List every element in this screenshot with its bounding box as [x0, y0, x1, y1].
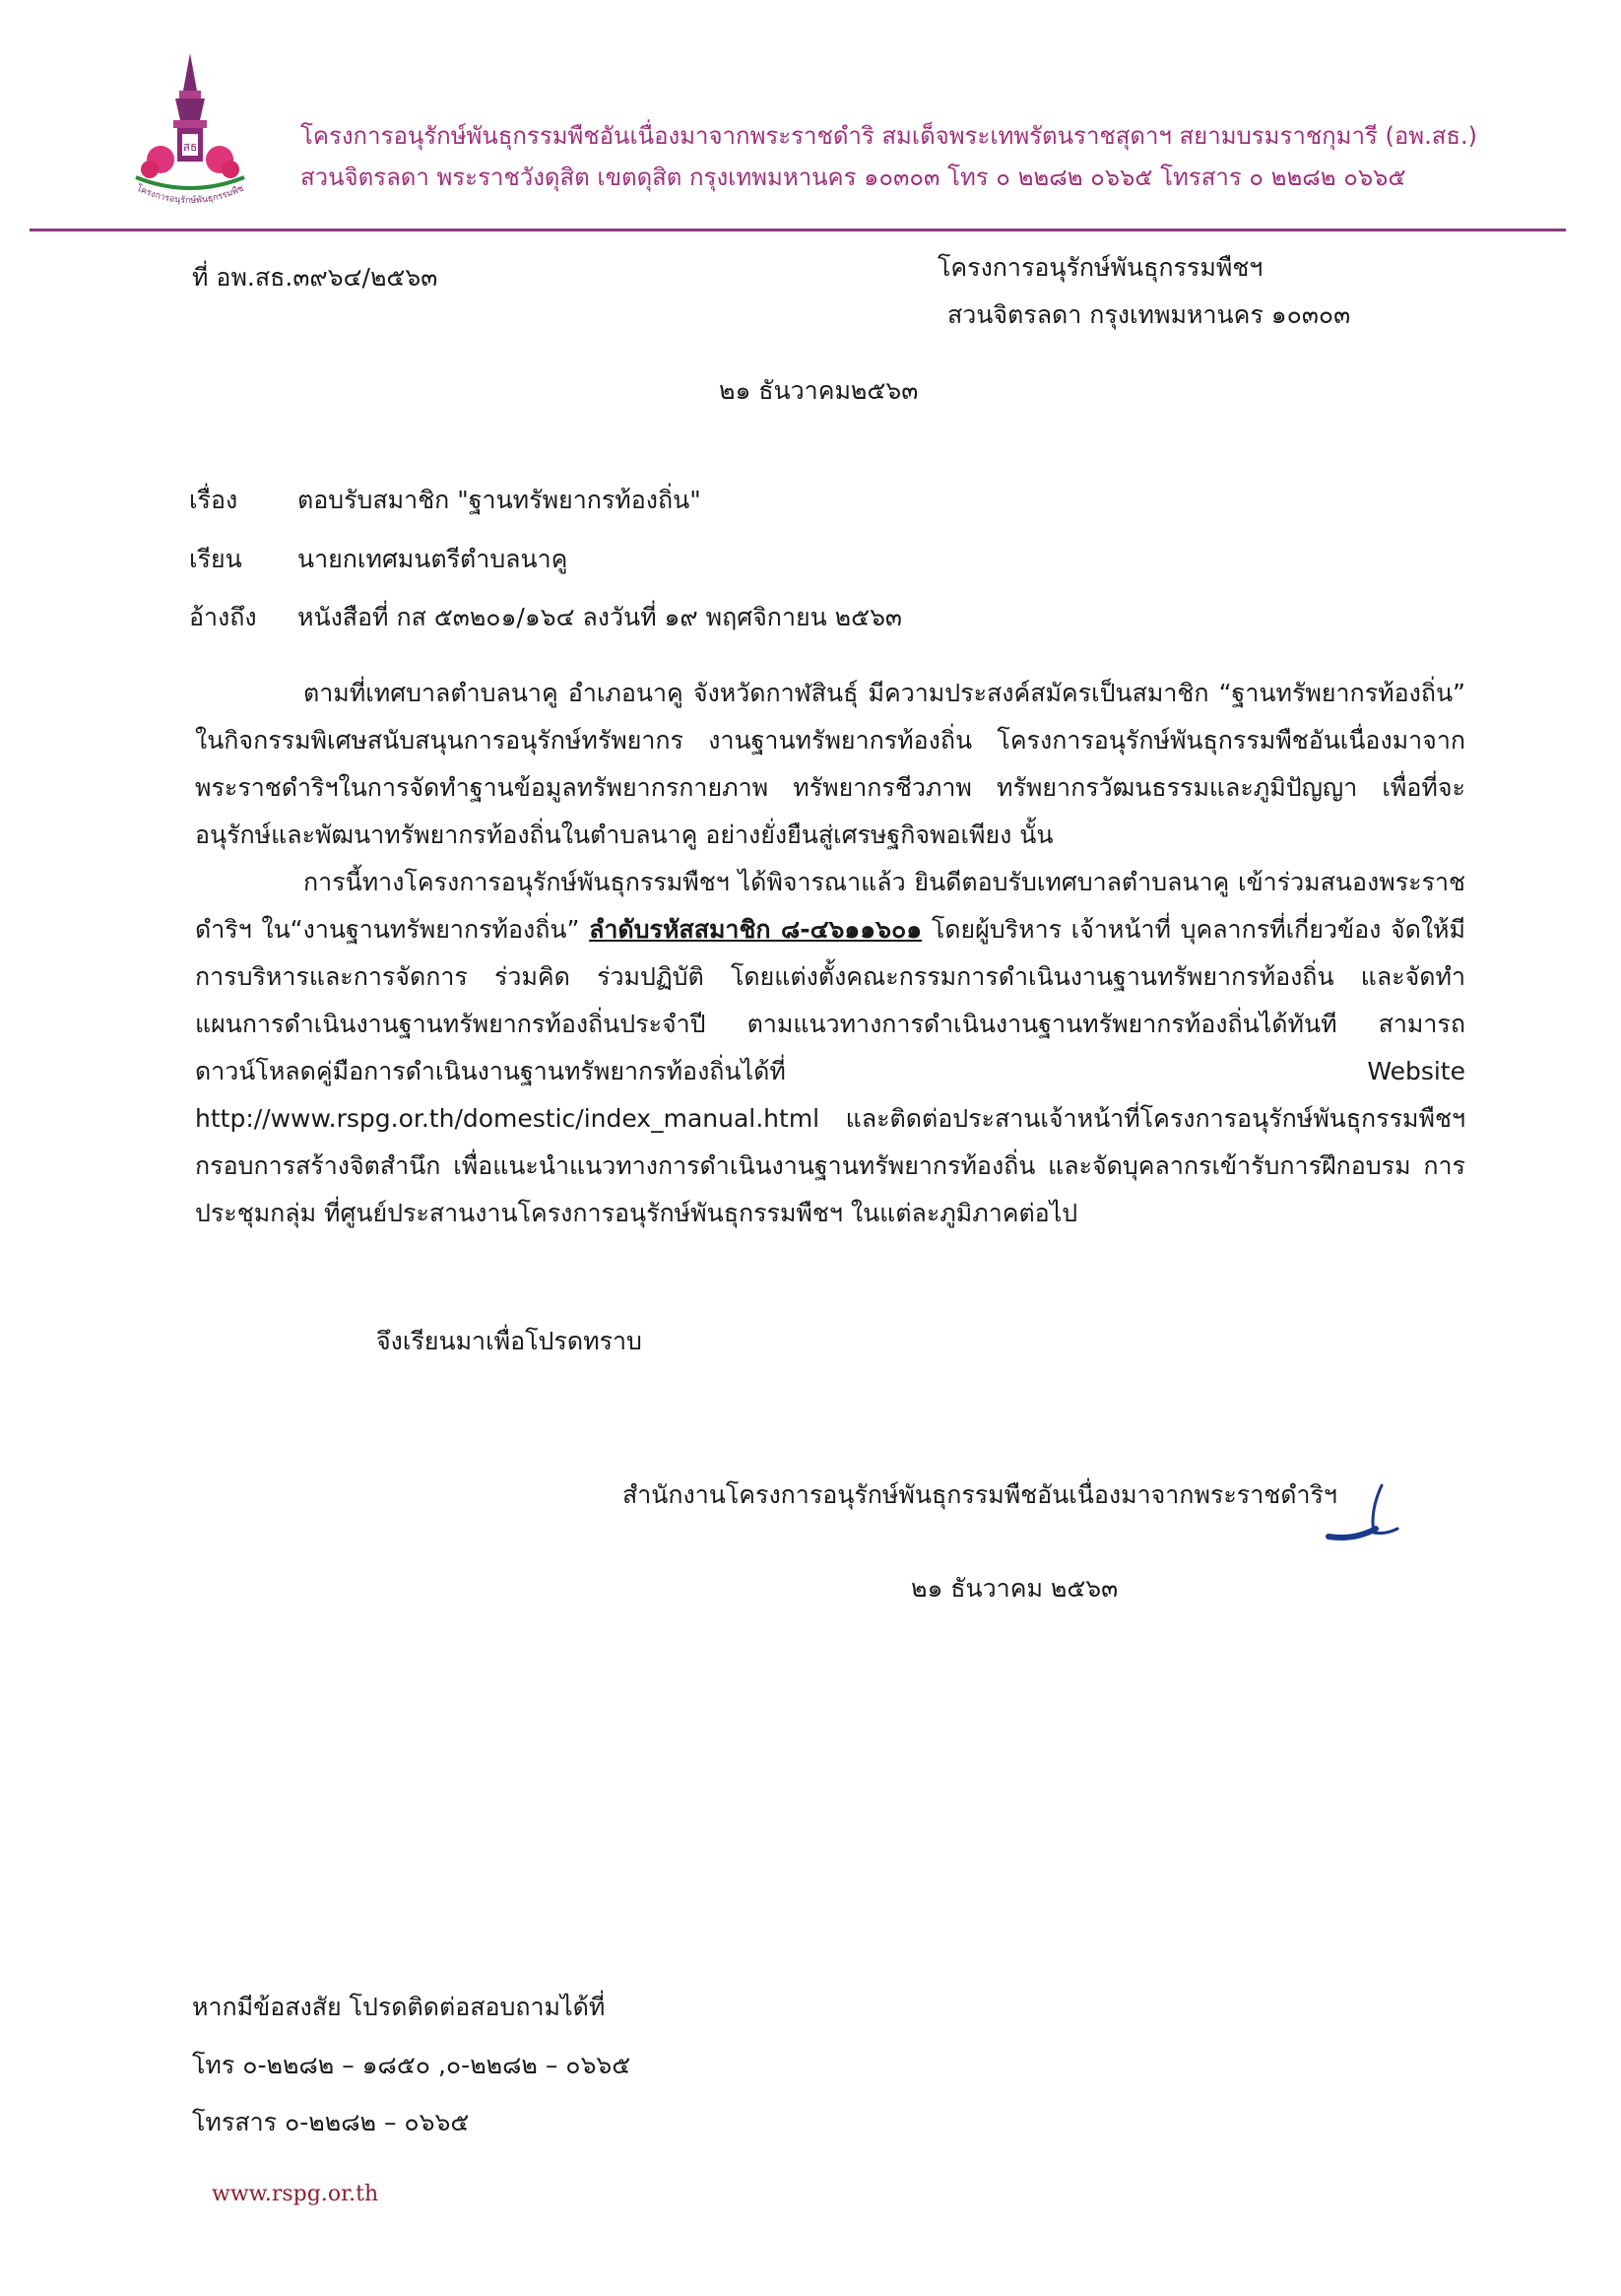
reference-label: อ้างถึง [189, 603, 257, 631]
footer-website: www.rspg.or.th [212, 2182, 379, 2206]
svg-text:สธ: สธ [182, 140, 198, 154]
letterhead-line1: โครงการอนุรักษ์พันธุกรรมพืชอันเนื่องมาจากพระราชดำริ สมเด็จพระเทพรัตนราชสุดาฯ สยามบรมราชกุมารี (อพ.สธ.) [300, 122, 1477, 150]
closing-text: จึงเรียนมาเพื่อโปรดทราบ [376, 1327, 642, 1355]
signatory: สำนักงานโครงการอนุรักษ์พันธุกรรมพืชอันเนื่องมาจากพระราชดำริฯ [622, 1480, 1337, 1509]
sender-line2: สวนจิตรลดา กรุงเทพมหานคร ๑๐๓๐๓ [947, 300, 1351, 329]
reference-number: ที่ อพ.สธ.๓๙๖๔/๒๕๖๓ [192, 263, 438, 292]
paragraph-2-part2: โดยผู้บริหาร เจ้าหน้าที่ บุคลากรที่เกี่ยวข้อง จัดให้มีการบริหารและการจัดการ ร่วมคิด ร่วมปฏิบัติ โดยแต่งตั้งคณะกรรมการดำเนินงานฐานทรัพยากรท้องถิ่น และจัดทำแผนการดำเนินงานฐานทรัพยากรท้องถิ่นประจำปี ตามแนวทางการดำเนินงานฐานทรัพยากรท้องถิ่นได้ทันที สามารถดาวน์โหลดคู่มือการดำเนินงานฐานทรัพยากรท้องถิ่นได้ที่ Website http://www.rspg.or.th/domestic/index_manual.html และติดต่อประสานเจ้าหน้าที่โครงการอนุรักษ์พันธุกรรมพืชฯ กรอบการสร้างจิตสำนึก เพื่อแนะนำแนวทางการดำเนินงานฐานทรัพยากรท้องถิ่น และจัดบุคลากรเข้ารับการฝึกอบรม การประชุมกลุ่ม ที่ศูนย์ประสานงานโครงการอนุรักษ์พันธุกรรมพืชฯ ในแต่ละภูมิภาคต่อไป [195, 915, 1466, 1227]
subject-label: เรื่อง [189, 486, 238, 514]
letter-date: ๒๑ ธันวาคม๒๕๖๓ [719, 376, 919, 405]
to-value: นายกเทศมนตรีตำบลนาคู [297, 545, 568, 573]
rspg-logo [116, 51, 264, 214]
contact-intro: หากมีข้อสงสัย โปรดติดต่อสอบถามได้ที่ [192, 1993, 606, 2021]
logo-text: โครงการอนุรักษ์พันธุกรรมพืช [134, 183, 246, 207]
to-label: เรียน [189, 545, 242, 573]
contact-fax: โทรสาร ๐-๒๒๘๒ – ๐๖๖๕ [192, 2108, 470, 2136]
body-paragraph-1 [195, 670, 1465, 859]
body-paragraph-2 [195, 859, 1465, 1237]
signature-mark [1325, 1477, 1403, 1546]
letterhead-line2: สวนจิตรลดา พระราชวังดุสิต เขตดุสิต กรุงเทพมหานคร ๑๐๓๐๓ โทร ๐ ๒๒๘๒ ๐๖๖๕ โทรสาร ๐ ๒๒๘๒ ๐๖๖๕ [300, 164, 1406, 191]
signature-date: ๒๑ ธันวาคม ๒๕๖๓ [911, 1574, 1119, 1603]
header-divider [30, 229, 1566, 231]
member-code: ลำดับรหัสสมาชิก ๘-๔๖๑๑๖๐๑ [589, 915, 923, 944]
reference-value: หนังสือที่ กส ๕๓๒๐๑/๑๖๔ ลงวันที่ ๑๙ พฤศจิกายน ๒๕๖๓ [297, 603, 903, 631]
contact-tel: โทร ๐-๒๒๘๒ – ๑๘๕๐ ,๐-๒๒๘๒ – ๐๖๖๕ [192, 2051, 631, 2079]
subject-value: ตอบรับสมาชิก "ฐานทรัพยากรท้องถิ่น" [297, 486, 701, 514]
paragraph-1-text: ตามที่เทศบาลตำบลนาคู อำเภอนาคู จังหวัดกาฬสินธุ์ มีความประสงค์สมัครเป็นสมาชิก “ฐานทรัพยากรท้องถิ่น” ในกิจกรรมพิเศษสนับสนุนการอนุรักษ์ทรัพยากร งานฐานทรัพยากรท้องถิ่น โครงการอนุรักษ์พันธุกรรมพืชอันเนื่องมาจากพระราชดำริฯในการจัดทำฐานข้อมูลทรัพยากรกายภาพ ทรัพยากรชีวภาพ ทรัพยากรวัฒนธรรมและภูมิปัญญา เพื่อที่จะอนุรักษ์และพัฒนาทรัพยากรท้องถิ่นในตำบลนาคู อย่างยั่งยืนสู่เศรษฐกิจพอเพียง นั้น [195, 679, 1465, 849]
paragraph-2-part1: การนี้ทางโครงการอนุรักษ์พันธุกรรมพืชฯ ได้พิจารณาแล้ว ยินดีตอบรับเทศบาลตำบลนาคู เข้าร่วมสนองพระราชดำริฯ ใน“งานฐานทรัพยากรท้องถิ่น” [195, 868, 1465, 944]
sender-line1: โครงการอนุรักษ์พันธุกรรมพืชฯ [938, 253, 1264, 282]
